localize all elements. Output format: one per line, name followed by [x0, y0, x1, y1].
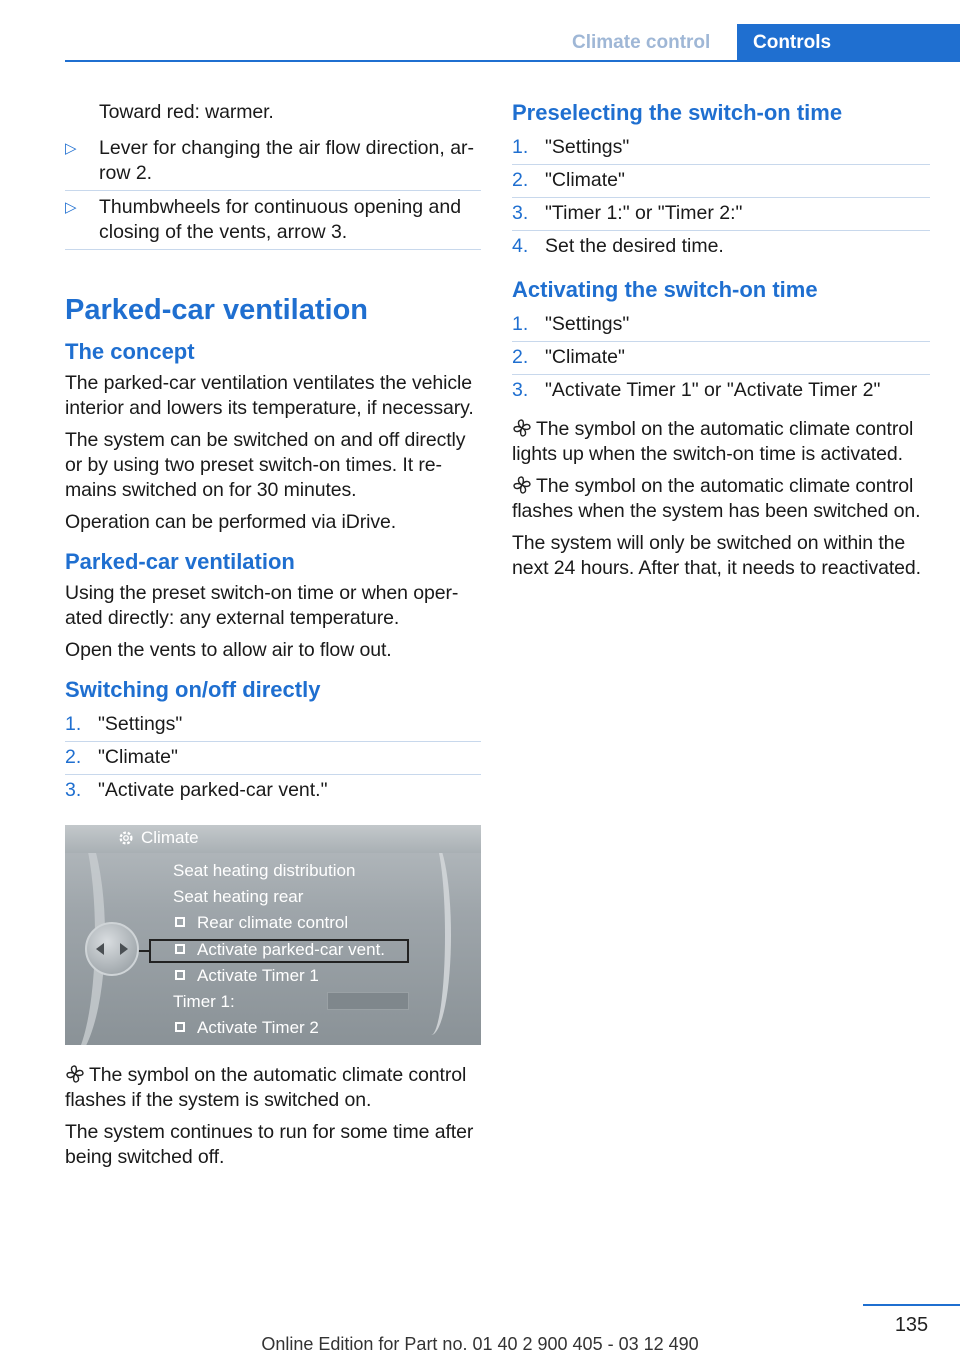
fan-icon — [65, 1064, 85, 1084]
screen-menu-item — [173, 913, 348, 933]
section-title: Parked-car ventilation — [65, 294, 368, 326]
right-column — [512, 100, 930, 588]
screen-menu-label: Rear climate control — [197, 913, 349, 932]
step-item — [512, 132, 930, 165]
paragraph: The system will only be switched on within the next 24 hours. After that, it needs to reactivated. — [512, 532, 921, 579]
symbol-note-text: The symbol on the automatic climate control flashes if the system is switched on. — [65, 1064, 467, 1111]
paragraph: Open the vents to allow air to flow out. — [65, 639, 392, 661]
screen-menu-label: Timer 1: — [173, 992, 235, 1011]
idrive-screenshot — [65, 825, 481, 1045]
step-text: "Timer 1:" or "Timer 2:" — [545, 202, 743, 224]
fan-icon — [512, 418, 532, 438]
timer-value-bar — [327, 992, 409, 1010]
preselect-steps — [512, 132, 930, 263]
paragraph — [512, 474, 930, 524]
checkbox-icon — [175, 1022, 185, 1032]
paragraph: Operation can be performed via iDrive. — [65, 511, 397, 533]
step-text: "Settings" — [545, 136, 630, 158]
header-chapter-tab: Controls — [737, 24, 960, 62]
step-item — [65, 709, 481, 742]
bullet-item — [65, 191, 481, 250]
step-item — [512, 342, 930, 375]
step-number: 1. — [512, 313, 529, 335]
screen-menu-item — [173, 992, 235, 1012]
step-number: 4. — [512, 235, 529, 257]
step-item — [65, 742, 481, 775]
step-item — [512, 165, 930, 198]
step-number: 3. — [512, 202, 529, 224]
step-number: 1. — [65, 713, 82, 735]
header-section-title: Climate control — [572, 32, 711, 53]
screen-menu-label: Activate parked-car vent. — [197, 940, 386, 959]
page-header — [0, 24, 960, 62]
paragraph: The system continues to run for some time after being switched off. — [65, 1121, 474, 1168]
footer-text: Online Edition for Part no. 01 40 2 900 405 - 03 12 490 — [261, 1334, 699, 1354]
note-text: The symbol on the automatic climate control lights up when the switch-on time is activated. — [512, 418, 914, 465]
continued-text: Toward red: warmer. — [99, 101, 274, 123]
screen-bezel-right — [411, 835, 451, 1035]
subsection-title-pcv: Parked-car ventilation — [65, 549, 295, 574]
highlight-frame — [149, 939, 409, 963]
bullet-item — [65, 132, 481, 191]
screen-menu-label: Seat heating rear — [173, 887, 304, 906]
controller-knob-icon — [85, 922, 139, 976]
step-item — [512, 309, 930, 342]
step-text: Set the desired time. — [545, 235, 724, 257]
paragraph — [512, 417, 930, 467]
subsection-title-switching: Switching on/off directly — [65, 677, 321, 702]
subsection-title-activate: Activating the switch-on time — [512, 277, 818, 302]
screen-menu-item — [173, 861, 355, 881]
screen-menu-item — [173, 887, 303, 907]
arrow-left-icon — [96, 943, 104, 955]
step-text: "Climate" — [98, 746, 178, 768]
checkbox-icon — [175, 917, 185, 927]
gear-icon — [117, 829, 135, 847]
screen-menu-item — [173, 1018, 319, 1038]
activate-steps — [512, 309, 930, 407]
paragraph: Using the preset switch-on time or when oper-ated directly: any external temperature. — [65, 582, 459, 629]
subsection-title-preselect: Preselecting the switch-on time — [512, 100, 843, 125]
header-rule — [65, 60, 960, 62]
step-item — [512, 198, 930, 231]
screen-title: Climate — [141, 828, 199, 847]
step-number: 2. — [512, 169, 529, 191]
arrow-right-icon — [120, 943, 128, 955]
bullet-text: Lever for changing the air flow direction, ar-row 2. — [99, 137, 475, 184]
checkbox-icon — [175, 970, 185, 980]
triangle-bullet-icon: ▷ — [65, 140, 77, 157]
screen-menu-label: Activate Timer 1 — [197, 966, 319, 985]
step-item — [512, 375, 930, 407]
note-text: The symbol on the automatic climate control flashes when the system has been switched on. — [512, 475, 921, 522]
step-number: 3. — [512, 379, 529, 401]
screen-menu-label: Activate Timer 2 — [197, 1018, 319, 1037]
triangle-bullet-icon: ▷ — [65, 199, 77, 216]
step-text: "Climate" — [545, 346, 625, 368]
subsection-title-concept: The concept — [65, 339, 195, 364]
step-number: 3. — [65, 779, 82, 801]
page-number: 135 — [863, 1304, 960, 1334]
switching-steps — [65, 709, 481, 807]
paragraph: The system can be switched on and off directly or by using two preset switch-on times. It re-mains switched on for 30 minutes. — [65, 429, 466, 501]
step-item — [65, 775, 481, 807]
step-number: 2. — [65, 746, 82, 768]
paragraph: The parked-car ventilation ventilates the vehicle interior and lowers its temperature, if necessary. — [65, 372, 474, 419]
bullet-text: Thumbwheels for continuous opening and closing of the vents, arrow 3. — [99, 196, 462, 243]
left-column — [65, 100, 481, 1177]
fan-icon — [512, 475, 532, 495]
paragraph — [65, 1063, 481, 1113]
footer-edition — [0, 1334, 960, 1355]
step-text: "Activate parked-car vent." — [98, 779, 328, 801]
step-text: "Settings" — [98, 713, 183, 735]
step-item — [512, 231, 930, 263]
step-number: 1. — [512, 136, 529, 158]
step-text: "Settings" — [545, 313, 630, 335]
step-text: "Climate" — [545, 169, 625, 191]
step-text: "Activate Timer 1" or "Activate Timer 2" — [545, 379, 881, 401]
screen-menu-label: Seat heating distribution — [173, 861, 356, 880]
screen-menu-item — [173, 966, 319, 986]
step-number: 2. — [512, 346, 529, 368]
